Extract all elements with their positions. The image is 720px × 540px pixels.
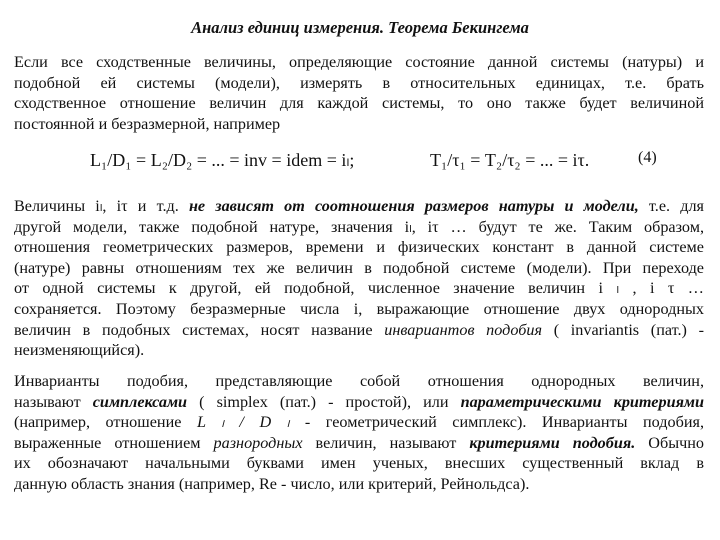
text-line: сходственное отношение величин для каждой системы, то оно также будет величиной [14, 94, 704, 113]
emphasis-text: инвариантов подобия [384, 320, 542, 339]
text-run: ( invariantis (пат.) - [542, 320, 705, 339]
text-run: величин, называют [302, 433, 470, 452]
emphasis-text: симплексами [92, 392, 188, 411]
text-run: - геометрический симплекс). Инварианты подобия, [289, 413, 704, 432]
text-run: Обычно [635, 433, 704, 452]
text-line: Если все сходственные величины, определяющие состояние данной системы (натуры) и [14, 53, 704, 71]
text-line: (натуре) равны отношениям тех же величин в подобной системе (модели). При переходе [14, 258, 704, 277]
emphasis-text: L ₗ / D ₗ [196, 413, 290, 432]
emphasis-text: разнородных [213, 433, 303, 452]
paragraph-simplexes [14, 371, 704, 495]
equation-number: (4) [638, 149, 657, 166]
emphasis-text: параметрическими критериями [460, 392, 704, 411]
text-line [14, 196, 704, 217]
formula-right: T₁/τ₁ = T₂/τ₂ = ... = iτ. [430, 150, 590, 170]
emphasis-text: критериями подобия. [469, 433, 636, 452]
text-line: другой модели, также подобной натуре, значения iₗ, iτ … будут те же. Таким образом, [14, 217, 704, 236]
text-run: величин в подобных системах, носят название [14, 320, 385, 339]
text-line: Инварианты подобия, представляющие собой отношения однородных величин, [14, 372, 704, 390]
text-line: их обозначают начальными буквами имен ученых, внесших существенный вклад в [14, 454, 704, 473]
text-run: ( simplex (пат.) - простой), или [187, 392, 461, 411]
formula-left: L₁/D₁ = L₂/D₂ = ... = inv = idem = iₗ; [90, 150, 355, 170]
text-run: Величины iₗ, iτ и т.д. [14, 197, 189, 215]
text-run: т.е. для [638, 197, 704, 215]
text-line: данную область знания (например, Re - число, или критерий, Рейнольдса). [14, 474, 530, 493]
text-line: отношения геометрических размеров, времени и физических констант в данной системе [14, 238, 704, 257]
emphasis-text: не зависят от соотношения размеров натуры и модели, [188, 197, 639, 215]
paragraph-invariants [14, 196, 704, 361]
text-line: сохраняется. Поэтому безразмерные числа i, выражающие отношение двух однородных [14, 299, 704, 318]
intro-paragraph [14, 52, 704, 134]
text-line [14, 392, 704, 413]
text-line: постоянной и безразмерной, например [14, 114, 281, 133]
text-run: выраженные отношением [14, 433, 214, 452]
text-line: подобной ей системы (модели), измерять в относительных единицах, т.е. брать [14, 73, 704, 92]
page-title: Анализ единиц измерения. Теорема Бекингема [191, 18, 529, 37]
text-run: называют [14, 392, 93, 411]
text-line [14, 320, 704, 341]
text-line: от одной системы к другой, ей подобной, численное значение величин i ₗ , i τ … [14, 279, 704, 298]
text-line: неизменяющийся). [14, 341, 145, 360]
text-line [14, 433, 704, 454]
text-run: (например, отношение [14, 413, 197, 432]
text-line [14, 412, 704, 433]
